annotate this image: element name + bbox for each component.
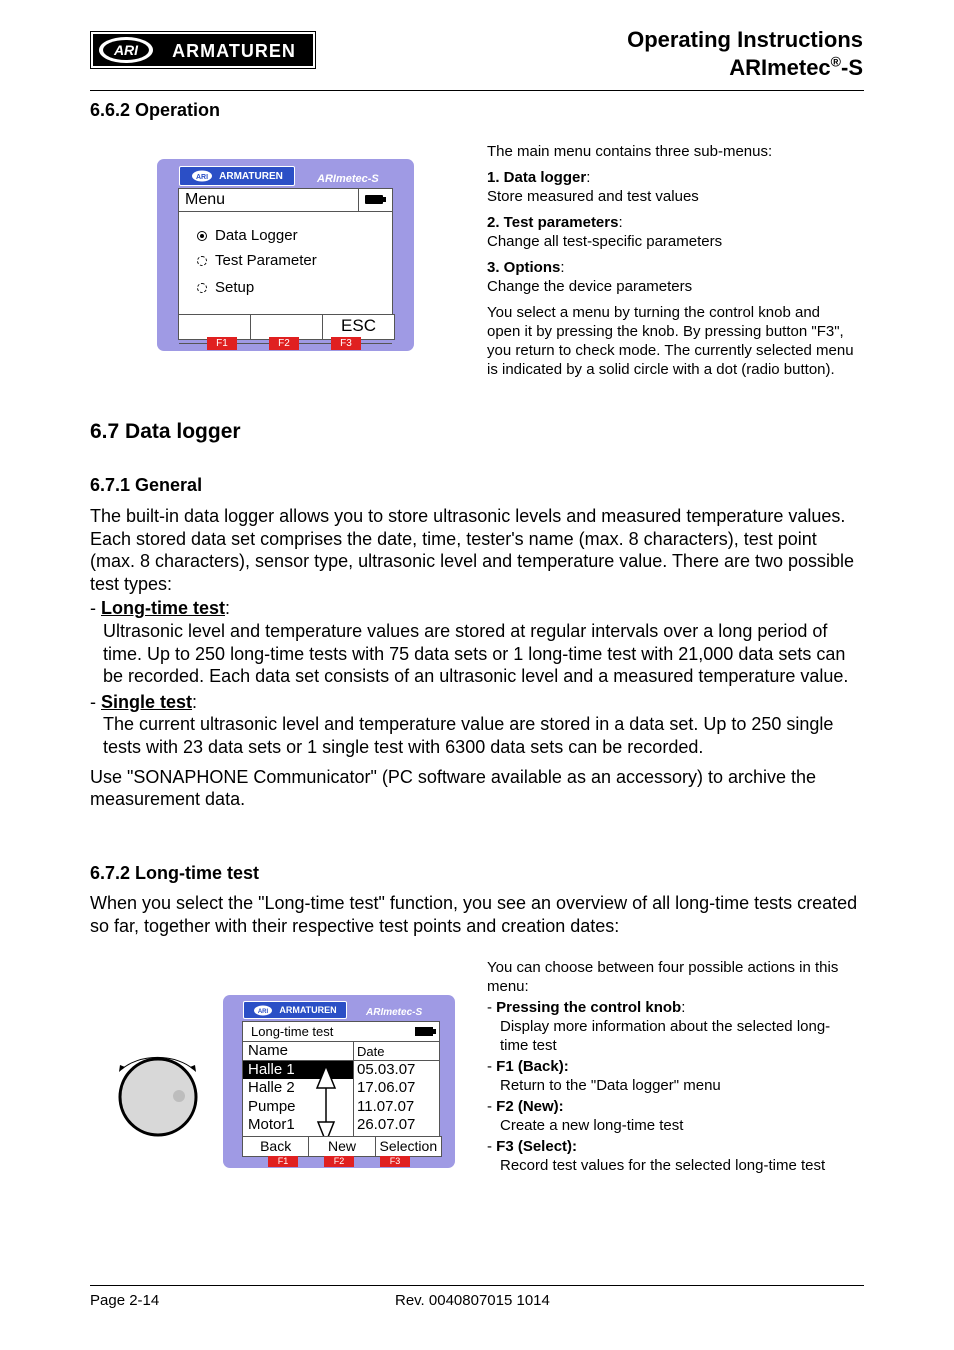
device-logo bbox=[179, 166, 295, 186]
section-heading-662: 6.6.2 Operation bbox=[90, 100, 221, 120]
fkey-f2[interactable]: F2 bbox=[324, 1156, 354, 1167]
device-brand: ARImetec-S bbox=[317, 173, 379, 185]
menu-intro: The main menu contains three sub-menus: bbox=[487, 143, 773, 160]
action-f1: - F1 (Back): bbox=[487, 1058, 569, 1075]
device-lcd bbox=[242, 1021, 440, 1155]
menu-device-screen bbox=[157, 159, 414, 351]
action-f2-desc: Create a new long-time test bbox=[500, 1117, 684, 1134]
radio-dot bbox=[200, 234, 204, 238]
control-knob[interactable] bbox=[110, 1045, 205, 1140]
battery-icon bbox=[365, 195, 383, 204]
svg-text:ARI: ARI bbox=[113, 42, 139, 58]
svg-text:ARMATUREN: ARMATUREN bbox=[172, 41, 296, 61]
lcd-title-bar bbox=[243, 1022, 439, 1042]
softkey-back[interactable]: Back bbox=[243, 1137, 309, 1156]
softkey-selection[interactable]: Selection bbox=[379, 1138, 438, 1154]
svg-text:ARI: ARI bbox=[258, 1008, 269, 1015]
general-text bbox=[90, 505, 862, 811]
softkey-bar bbox=[242, 1136, 442, 1157]
title-line-2: ARImetec®-S bbox=[729, 53, 863, 80]
submenu-3: 3. Options: Change the device parameters bbox=[487, 259, 693, 295]
operation-description bbox=[487, 142, 857, 379]
radio-empty-icon bbox=[197, 283, 207, 293]
section-heading-67: 6.7 Data logger bbox=[90, 420, 241, 443]
lcd-title: Long-time test bbox=[251, 1024, 334, 1039]
longtime-device-screen bbox=[223, 995, 455, 1168]
revision: Rev. 0040807015 1014 bbox=[395, 1292, 550, 1309]
col-name-header: Name bbox=[248, 1042, 289, 1059]
action-f1-desc: Return to the "Data logger" menu bbox=[500, 1077, 721, 1094]
lcd-title: Menu bbox=[185, 191, 226, 208]
footer-rule bbox=[90, 1285, 864, 1286]
svg-text:ARI: ARI bbox=[196, 174, 209, 181]
table-row-date[interactable]: 05.03.07 bbox=[357, 1061, 416, 1078]
battery-tip bbox=[383, 197, 386, 202]
longtime-text: Ultrasonic level and temperature values are stored at regular intervals over a long period of time. Up to 250 long-time tests with 75 data sets or 1 long-time test with 21,000 data sets can be recorded. Each data set consists of an ultrasonic level and a measured temperature value. bbox=[103, 620, 849, 687]
device-logo-text: ARMATUREN bbox=[279, 1005, 337, 1015]
softkey-f1[interactable] bbox=[179, 315, 251, 339]
action-f3: - F3 (Select): bbox=[487, 1138, 578, 1155]
ari-armaturen-logo bbox=[90, 31, 316, 69]
fkey-f2[interactable]: F2 bbox=[269, 337, 299, 350]
device-logo bbox=[243, 1001, 347, 1019]
actions-description bbox=[487, 958, 857, 1175]
fkey-f3[interactable]: F3 bbox=[380, 1156, 410, 1167]
section-heading-671: 6.7.1 General bbox=[90, 475, 203, 495]
menu-item-label: Data Logger bbox=[215, 227, 298, 244]
menu-note: You select a menu by turning the control knob and open it by pressing the knob. By pressing button "F3", you return to check mode. The currently selected menu is indicated by a solid circle with a dot (radio button). bbox=[487, 304, 854, 378]
table-row-date[interactable]: 11.07.07 bbox=[357, 1098, 415, 1115]
ari-icon bbox=[253, 1005, 273, 1016]
header-rule bbox=[90, 90, 864, 91]
menu-item-label: Test Parameter bbox=[215, 252, 317, 269]
action-knob-desc: Display more information about the selected long-time test bbox=[500, 1018, 831, 1054]
col-date-header: Date bbox=[357, 1044, 385, 1059]
device-brand: ARImetec-S bbox=[366, 1007, 423, 1018]
softkey-esc[interactable]: ESC bbox=[341, 316, 376, 335]
table-row-name[interactable]: Motor1 bbox=[248, 1116, 295, 1133]
fkey-f1[interactable]: F1 bbox=[268, 1156, 298, 1167]
device-logo-text: ARMATUREN bbox=[219, 170, 283, 182]
general-para-2: Use "SONAPHONE Communicator" (PC software available as an accessory) to archive the measurement data. bbox=[90, 766, 817, 810]
lcd-title-bar bbox=[179, 189, 392, 212]
action-knob: - Pressing the control knob: bbox=[487, 999, 686, 1016]
ari-icon bbox=[191, 170, 213, 182]
submenu-1: 1. Data logger: Store measured and test values bbox=[487, 169, 699, 205]
softkey-f2[interactable] bbox=[251, 315, 323, 339]
radio-selected-icon bbox=[197, 231, 207, 241]
radio-empty-icon bbox=[197, 256, 207, 266]
general-para-1: The built-in data logger allows you to store ultrasonic levels and measured temperature values. Each stored data set comprises the date, time, tester's name (max. 8 characters), test point (max. 8 characters), sensor type, ultrasonic level and temperature value. There are two possible test types: bbox=[90, 506, 855, 594]
battery-tip bbox=[433, 1029, 436, 1034]
title-line-1: Operating Instructions bbox=[627, 27, 863, 52]
longtime-para: When you select the "Long-time test" function, you see an overview of all long-time tests created so far, together with their respective test points and creation dates: bbox=[90, 893, 858, 936]
single-item: - Single test: bbox=[90, 691, 198, 712]
document-title bbox=[627, 26, 863, 82]
fkey-f1[interactable]: F1 bbox=[207, 337, 237, 350]
table-row-name[interactable]: Pumpe bbox=[248, 1098, 296, 1115]
lcd-divider bbox=[358, 189, 359, 211]
menu-item-label: Setup bbox=[215, 279, 255, 296]
page-number: Page 2-14 bbox=[90, 1292, 160, 1309]
table-row-name[interactable]: Halle 1 bbox=[248, 1061, 295, 1078]
fkey-f3[interactable]: F3 bbox=[331, 337, 361, 350]
section-heading-672: 6.7.2 Long-time test bbox=[90, 863, 260, 883]
single-text: The current ultrasonic level and temperature value are stored in a data set. Up to 250 single tests with 23 data sets or 1 single test with 6300 data sets can be recorded. bbox=[103, 714, 834, 757]
action-f3-desc: Record test values for the selected long-time test bbox=[500, 1157, 826, 1174]
table-row-date[interactable]: 17.06.07 bbox=[357, 1079, 416, 1096]
battery-icon bbox=[415, 1027, 433, 1036]
actions-intro: You can choose between four possible actions in this menu: bbox=[487, 959, 839, 995]
action-f2: - F2 (New): bbox=[487, 1098, 564, 1115]
softkey-new[interactable]: New bbox=[309, 1137, 375, 1156]
scroll-arrow-icon bbox=[315, 1064, 337, 1144]
table-row-name[interactable]: Halle 2 bbox=[248, 1079, 295, 1096]
table-row-date[interactable]: 26.07.07 bbox=[357, 1116, 416, 1133]
longtime-item: - Long-time test: bbox=[90, 598, 231, 619]
submenu-2: 2. Test parameters: Change all test-specific parameters bbox=[487, 214, 723, 250]
